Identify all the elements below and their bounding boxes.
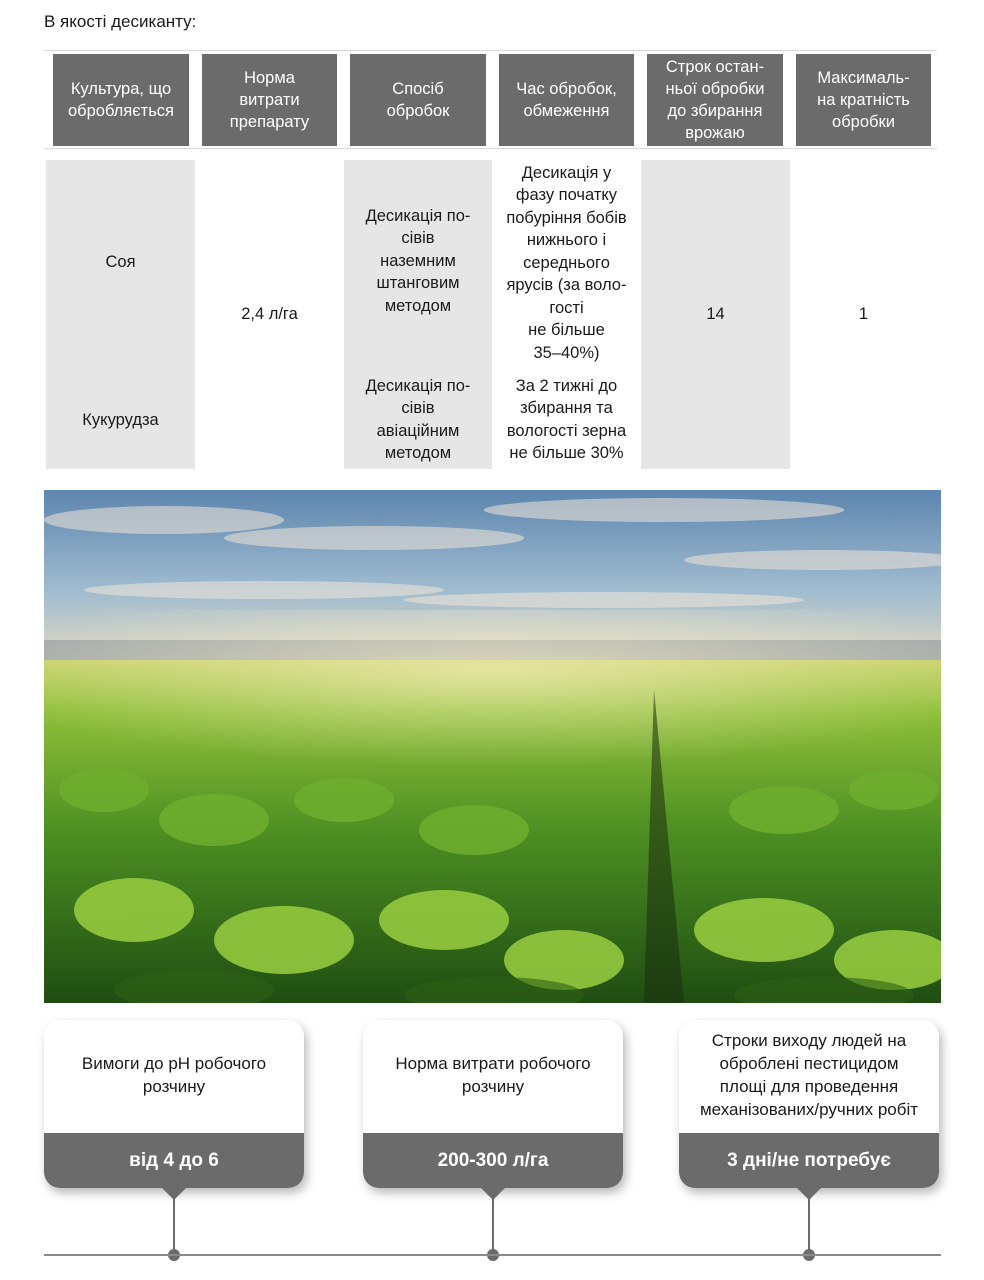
reentry-card: [679, 1020, 939, 1188]
method-ground: Десикація по- сівів наземним штанговим методом: [365, 206, 471, 315]
timeline-line: [44, 1254, 941, 1256]
header-multiplicity: Максималь- на кратність обробки: [796, 54, 931, 146]
ph-card-label: Вимоги до pH робочого розчину: [81, 1054, 267, 1096]
header-term: Строк остан- ньої обробки до збирання врожаю: [647, 54, 783, 146]
header-crop: Культура, що обробляється: [53, 54, 189, 146]
time-soy: Десикація у фазу початку побуріння бобів нижнього і середнього ярусів (за воло- гості не більше 35–40%): [506, 163, 627, 362]
soybean-field-photo: [44, 490, 941, 1003]
table-top-rule: [44, 50, 937, 51]
reentry-stem: [808, 1198, 810, 1256]
term-value: 14: [706, 305, 725, 324]
crop-soy: Соя: [105, 252, 136, 271]
solution-rate-label: Норма витрати робочого розчину: [395, 1054, 591, 1096]
header-time: Час обробок, обмеження: [499, 54, 634, 146]
crop-corn: Кукурудза: [82, 410, 159, 429]
solution-rate-card: [363, 1020, 623, 1188]
rate-value: 2,4 л/га: [241, 305, 298, 324]
solution-rate-stem: [492, 1198, 494, 1256]
time-corn: За 2 тижні до збирання та вологості зерна не більше 30%: [506, 376, 627, 462]
ph-card-stem: [173, 1198, 175, 1256]
ph-card-value: від 4 до 6: [44, 1133, 304, 1188]
header-rate: Норма витрати препарату: [202, 54, 337, 146]
section-intro: В якості десиканту:: [44, 12, 197, 31]
reentry-value: 3 дні/не потребує: [679, 1133, 939, 1188]
method-aerial: Десикація по- сівів авіаційним методом: [365, 376, 471, 462]
solution-rate-value: 200-300 л/га: [363, 1133, 623, 1188]
table-header-rule: [44, 148, 937, 149]
ph-card: [44, 1020, 304, 1188]
header-method: Спосіб обробок: [350, 54, 486, 146]
multiplicity-value: 1: [858, 305, 869, 324]
reentry-label: Строки виходу людей на оброблені пестицидом площі для проведення механізованих/ручних робіт: [699, 1031, 919, 1119]
